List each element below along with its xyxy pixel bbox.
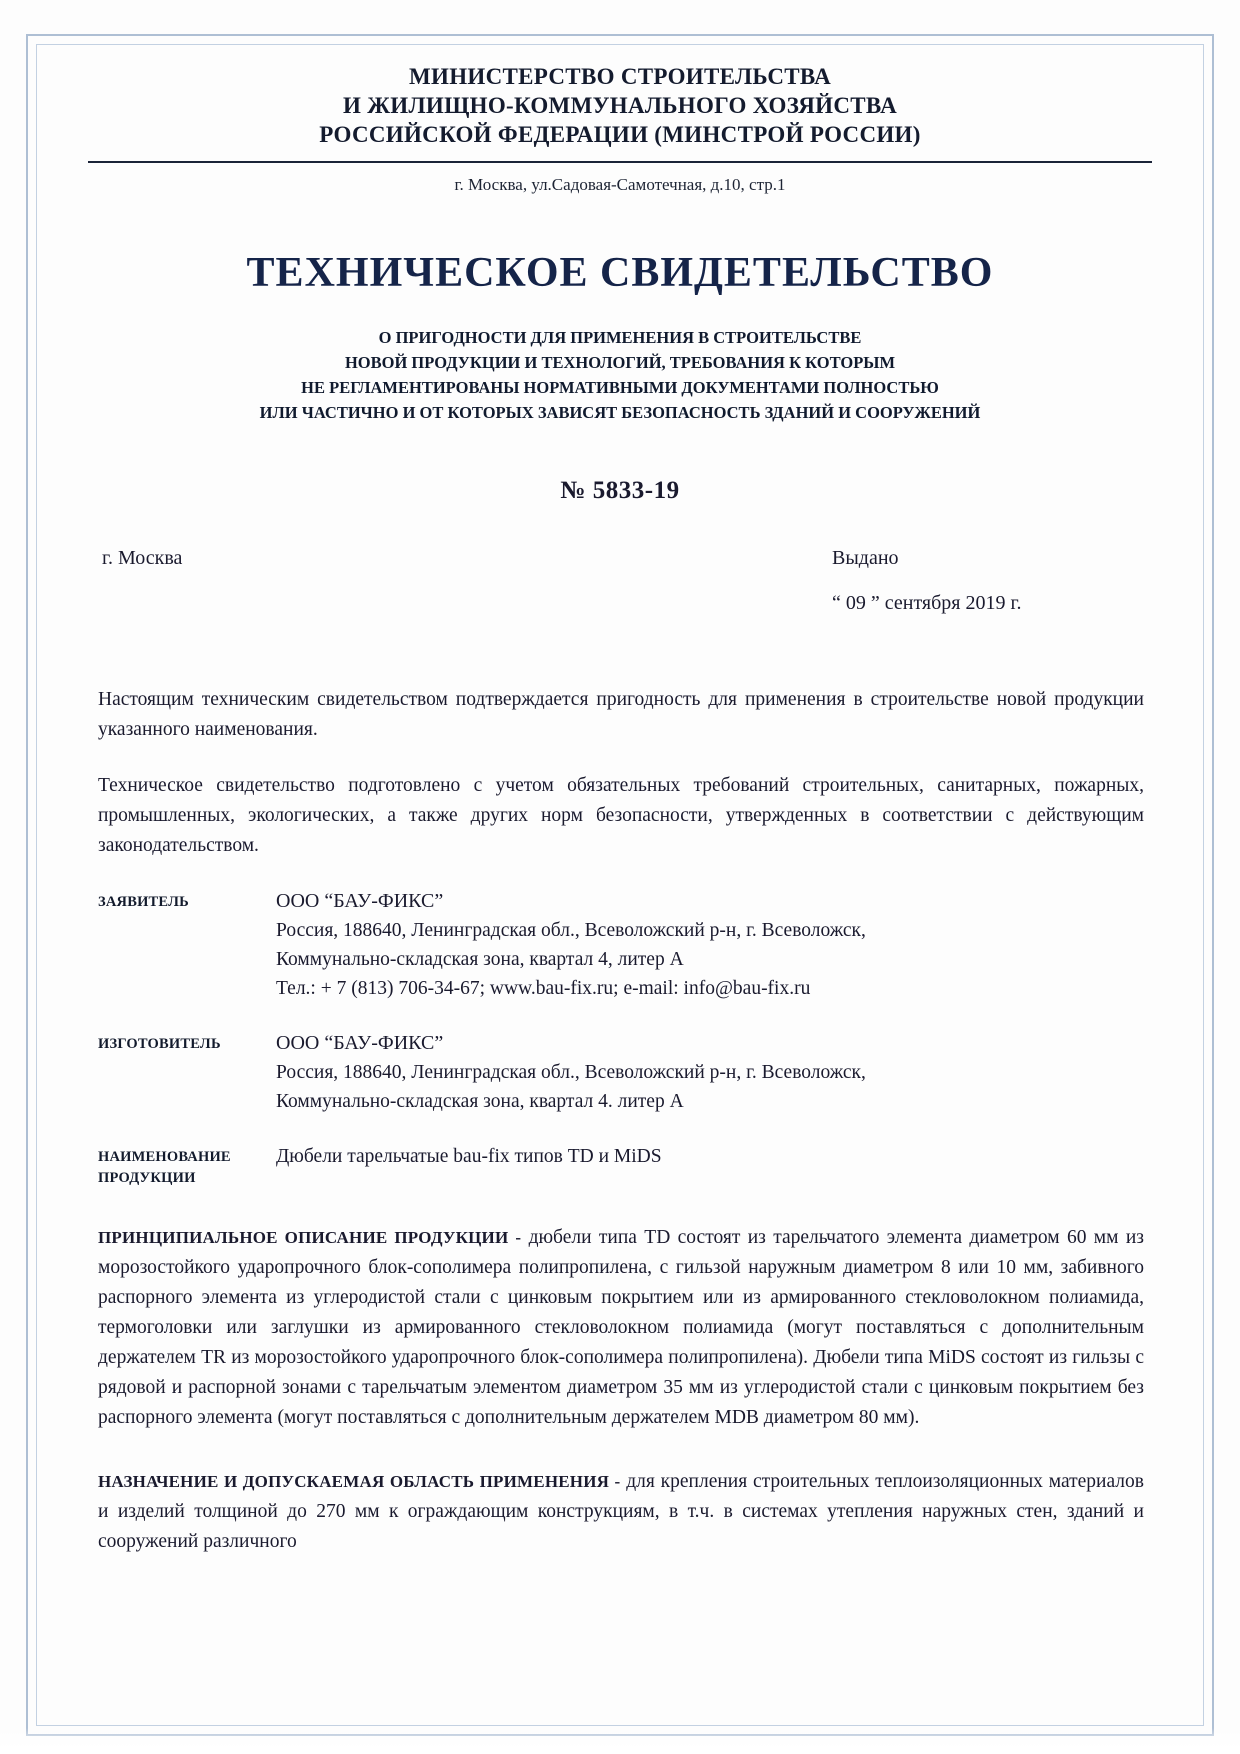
- product-name-block: [78, 1142, 1162, 1189]
- subtitle-line-3: НЕ РЕГЛАМЕНТИРОВАНЫ НОРМАТИВНЫМИ ДОКУМЕНТАМИ ПОЛНОСТЬЮ: [301, 378, 939, 397]
- subtitle-line-2: НОВОЙ ПРОДУКЦИИ И ТЕХНОЛОГИЙ, ТРЕБОВАНИЯ К КОТОРЫМ: [344, 353, 896, 372]
- subtitle-line-1: О ПРИГОДНОСТИ ДЛЯ ПРИМЕНЕНИЯ В СТРОИТЕЛЬСТВЕ: [378, 328, 862, 347]
- manufacturer-label: ИЗГОТОВИТЕЛЬ: [98, 1036, 221, 1052]
- header-divider: [88, 161, 1152, 163]
- page-bottom-fade: [0, 1728, 1240, 1754]
- applicant-block: [78, 887, 1162, 1003]
- ministry-line-3: РОССИЙСКОЙ ФЕДЕРАЦИИ (МИНСТРОЙ РОССИИ): [319, 122, 921, 147]
- subtitle-line-4: ИЛИ ЧАСТИЧНО И ОТ КОТОРЫХ ЗАВИСЯТ БЕЗОПАСНОСТЬ ЗДАНИЙ И СООРУЖЕНИЙ: [259, 403, 981, 422]
- manufacturer-address-line-2: Коммунально-складская зона, квартал 4. литер А: [276, 1091, 684, 1112]
- application-scope-heading: НАЗНАЧЕНИЕ И ДОПУСКАЕМАЯ ОБЛАСТЬ ПРИМЕНЕНИЯ -: [98, 1472, 621, 1491]
- product-name-label-line-1: НАИМЕНОВАНИЕ: [98, 1149, 231, 1165]
- product-name-label: [98, 1142, 276, 1189]
- manufacturer-block: [78, 1029, 1162, 1116]
- issue-city: г. Москва: [102, 547, 183, 569]
- applicant-address-line-1: Россия, 188640, Ленинградская обл., Всеволожский р-н, г. Всеволожск,: [276, 920, 866, 941]
- application-scope-section: [78, 1467, 1162, 1557]
- page-title: ТЕХНИЧЕСКОЕ СВИДЕТЕЛЬСТВО: [246, 250, 994, 296]
- manufacturer-value: [276, 1029, 1144, 1116]
- manufacturer-address-line-1: Россия, 188640, Ленинградская обл., Всеволожский р-н, г. Всеволожск,: [276, 1062, 866, 1083]
- document-content: [78, 62, 1162, 1557]
- applicant-value: [276, 887, 1144, 1003]
- product-name-label-line-2: ПРОДУКЦИИ: [98, 1170, 196, 1186]
- issued-date: “ 09 ” сентября 2019 г.: [832, 592, 1022, 614]
- ministry-heading: [78, 62, 1162, 149]
- document-subtitle: [78, 325, 1162, 425]
- issued-label: Выдано: [832, 547, 899, 569]
- application-scope-text: для крепления строительных теплоизоляционных материалов и изделий толщиной до 270 мм к ограждающим конструкциям, в т.ч. в системах утепления наружных стен, зданий и сооружений различного: [98, 1471, 1144, 1552]
- product-description-heading: ПРИНЦИПИАЛЬНОЕ ОПИСАНИЕ ПРОДУКЦИИ -: [98, 1228, 522, 1247]
- intro-paragraph-2: Техническое свидетельство подготовлено с учетом обязательных требований строительных, санитарных, пожарных, промышленных, экологических, а также других норм безопасности, утвержденных в соответствии с действующим законодательством.: [98, 775, 1144, 856]
- manufacturer-org: ООО “БАУ-ФИКС”: [276, 1032, 444, 1054]
- issued-block: [822, 547, 1162, 615]
- ministry-address: г. Москва, ул.Садовая-Самотечная, д.10, стр.1: [454, 175, 786, 194]
- document-number: № 5833-19: [560, 477, 680, 504]
- intro-paragraph-1: Настоящим техническим свидетельством подтверждается пригодность для применения в строительстве новой продукции указанного наименования.: [98, 689, 1144, 740]
- applicant-label: ЗАЯВИТЕЛЬ: [98, 894, 189, 910]
- product-name-value: Дюбели тарельчатые bau-fix типов TD и MiDS: [276, 1146, 662, 1167]
- applicant-address-line-2: Коммунально-складская зона, квартал 4, литер А: [276, 949, 684, 970]
- product-description-text: дюбели типа TD состоят из тарельчатого элемента диаметром 60 мм из морозостойкого ударопрочного блок-сополимера полипропилена, с гильзой наружным диаметром 8 или 10 мм, забивного распорного элемента из углеродистой стали с цинковым покрытием или из армированного стекловолокном полиамида, термоголовки или заглушки из армированного стекловолокном полиамида (могут поставляться с дополнительным держателем TR из морозостойкого ударопрочного блок-сополимера полипропилена). Дюбели типа MiDS состоят из гильзы с рядовой и распорной зонами с тарельчатым элементом диаметром 35 мм из углеродистой стали с цинковым покрытием без распорного элемента (могут поставляться с дополнительным держателем MDB диаметром 80 мм).: [98, 1227, 1144, 1428]
- product-description-section: [78, 1223, 1162, 1433]
- applicant-contacts: Тел.: + 7 (813) 706-34-67; www.bau-fix.ru; e-mail: info@bau-fix.ru: [276, 978, 811, 999]
- ministry-line-1: МИНИСТЕРСТВО СТРОИТЕЛЬСТВА: [409, 64, 831, 89]
- ministry-line-2: И ЖИЛИЩНО-КОММУНАЛЬНОГО ХОЗЯЙСТВА: [342, 93, 898, 118]
- place-and-date-row: [78, 547, 1162, 615]
- applicant-org: ООО “БАУ-ФИКС”: [276, 890, 444, 912]
